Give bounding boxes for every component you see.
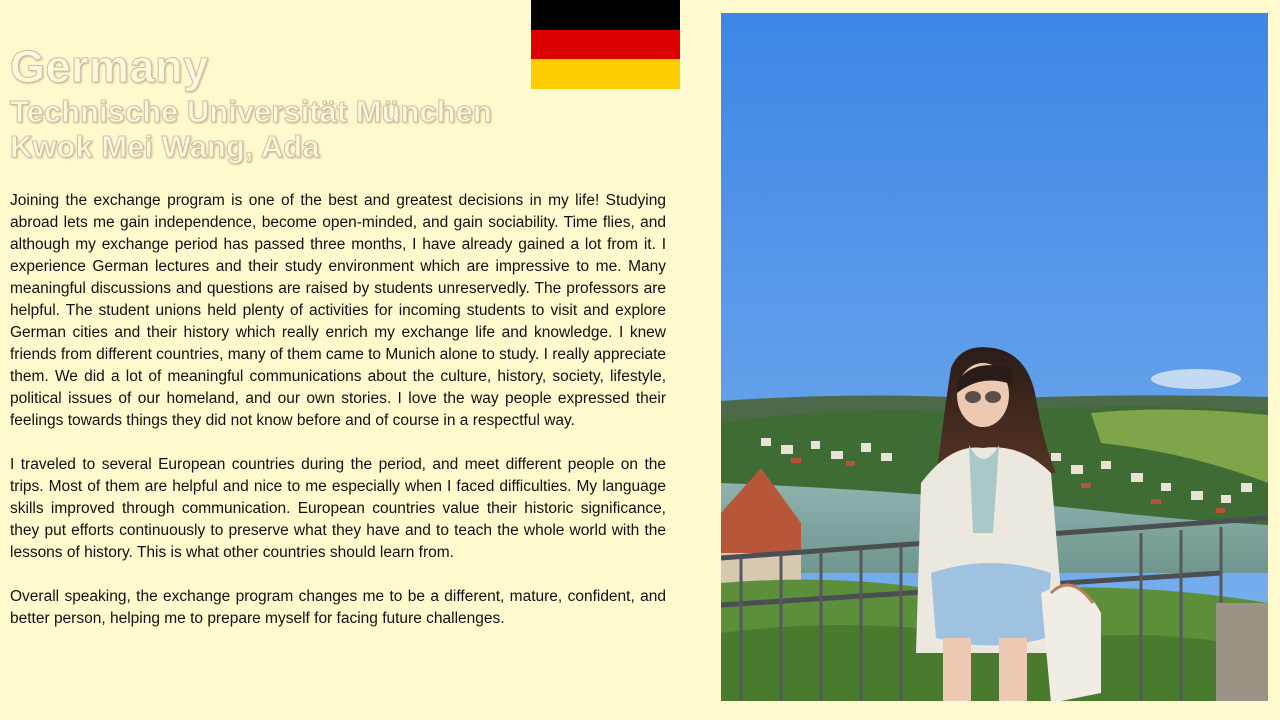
paragraph: I traveled to several European countries during the period, and meet different people on the trips. Most of them are helpful and nice to me especially when I faced difficulties. My language skills improved through communication. European countries value their historic significance, they put efforts continuously to preserve what they have and to teach the whole world with the lessons of history. This is what other countries should learn from. xyxy=(10,456,666,561)
flag-stripe-black xyxy=(531,0,680,30)
paragraph: Overall speaking, the exchange program changes me to be a different, mature, confident, and better person, helping me to prepare myself for facing future challenges. xyxy=(10,588,666,627)
student-photo xyxy=(721,13,1268,701)
flag-stripe-red xyxy=(531,30,680,60)
university-name: Technische Universität München xyxy=(10,94,492,129)
title-block xyxy=(10,40,492,164)
testimonial-text xyxy=(10,190,666,652)
student-name: Kwok Mei Wang, Ada xyxy=(10,129,320,164)
country-title: Germany xyxy=(10,41,209,92)
germany-flag xyxy=(531,0,680,89)
flag-stripe-gold xyxy=(531,59,680,89)
paragraph: Joining the exchange program is one of the best and greatest decisions in my life! Studying abroad lets me gain independence, become open-minded, and gain sociability. Time flies, and although my exchange period has passed three months, I have already gained a lot from it. I experience German lectures and their study environment which are impressive to me. Many meaningful discussions and questions are raised by students unreservedly. The professors are helpful. The student unions held plenty of activities for incoming students to visit and explore German cities and their history which really enrich my exchange life and knowledge. I knew friends from different countries, many of them came to Munich alone to study. I really appreciate them. We did a lot of meaningful communications about the culture, history, society, lifestyle, political issues of our homeland, and our own stories. I love the way people expressed their feelings towards things they did not know before and of course in a respectful way. xyxy=(10,192,666,429)
